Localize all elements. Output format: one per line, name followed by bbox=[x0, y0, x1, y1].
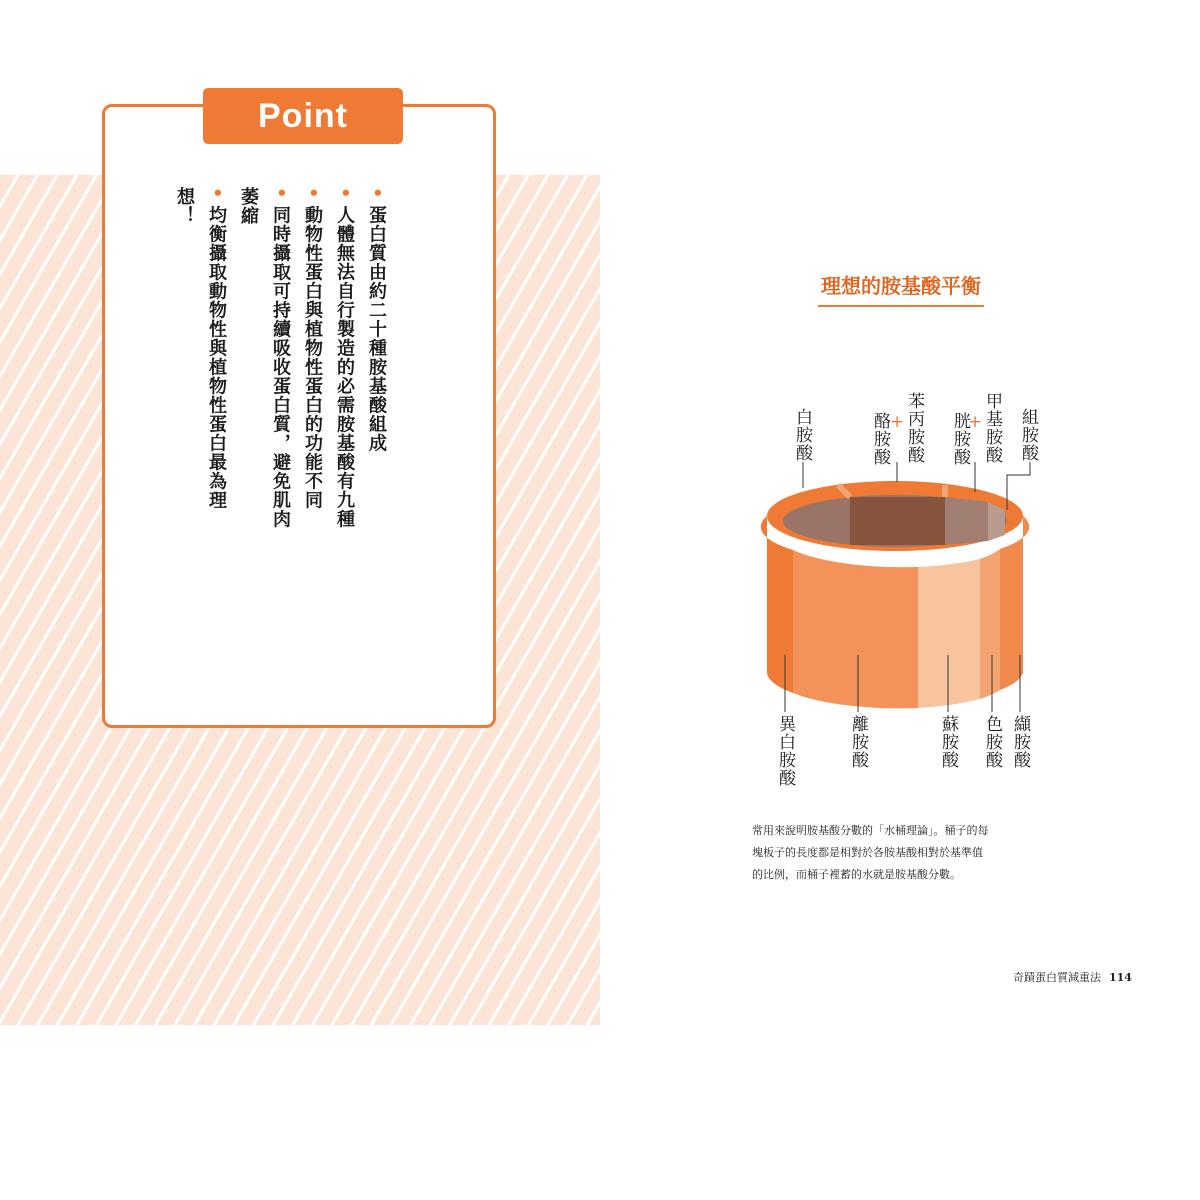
plus-sign: + bbox=[890, 412, 905, 432]
point-text: 蛋白質由約二十種胺基酸組成 bbox=[366, 205, 387, 453]
label-histidine: 組胺酸 bbox=[1018, 408, 1038, 462]
plus-sign: + bbox=[968, 412, 983, 432]
label-lysine: 離胺酸 bbox=[848, 715, 868, 769]
label-tyrosine: 酪胺酸 bbox=[870, 412, 890, 466]
bullet-mark: • bbox=[366, 187, 387, 200]
bullet-mark: • bbox=[334, 187, 355, 200]
label-cystine: 胱胺酸 bbox=[950, 412, 970, 466]
bullet-mark: • bbox=[270, 187, 291, 200]
point-text: 均衡攝取動物性與植物性蛋白最為理想！ bbox=[174, 187, 227, 510]
page-number: 114 bbox=[1109, 971, 1132, 984]
leader-line bbox=[1007, 462, 1030, 510]
page-footer bbox=[1013, 970, 1143, 986]
bullet-mark: • bbox=[206, 187, 227, 200]
point-text: 同時攝取可持續吸收蛋白質，避免肌肉萎縮 bbox=[238, 187, 291, 529]
label-valine: 纈胺酸 bbox=[1010, 715, 1030, 769]
label-phenylalanine: 苯丙胺酸 bbox=[904, 392, 924, 464]
point-text: 動物性蛋白與植物性蛋白的功能不同 bbox=[302, 205, 323, 510]
point-text: 人體無法自行製造的必需胺基酸有九種 bbox=[334, 205, 355, 529]
label-isoleucine: 異白胺酸 bbox=[775, 715, 795, 787]
bullet-mark: • bbox=[302, 187, 323, 200]
diagram-caption: 常用來說明胺基酸分數的「水桶理論」。桶子的每塊板子的長度都是相對於各胺基酸相對於基準值的比例，而桶子裡蓄的水就是胺基酸分數。 bbox=[752, 824, 989, 881]
label-methionine: 甲基胺酸 bbox=[982, 392, 1002, 464]
diagram-title: 理想的胺基酸平衡 bbox=[818, 273, 984, 307]
label-leucine: 白胺酸 bbox=[792, 408, 812, 462]
label-threonine: 蘇胺酸 bbox=[938, 715, 958, 769]
book-title: 奇蹟蛋白質減重法 bbox=[1013, 971, 1101, 984]
label-tryptophan: 色胺酸 bbox=[982, 715, 1002, 769]
point-badge: Point bbox=[203, 88, 403, 144]
